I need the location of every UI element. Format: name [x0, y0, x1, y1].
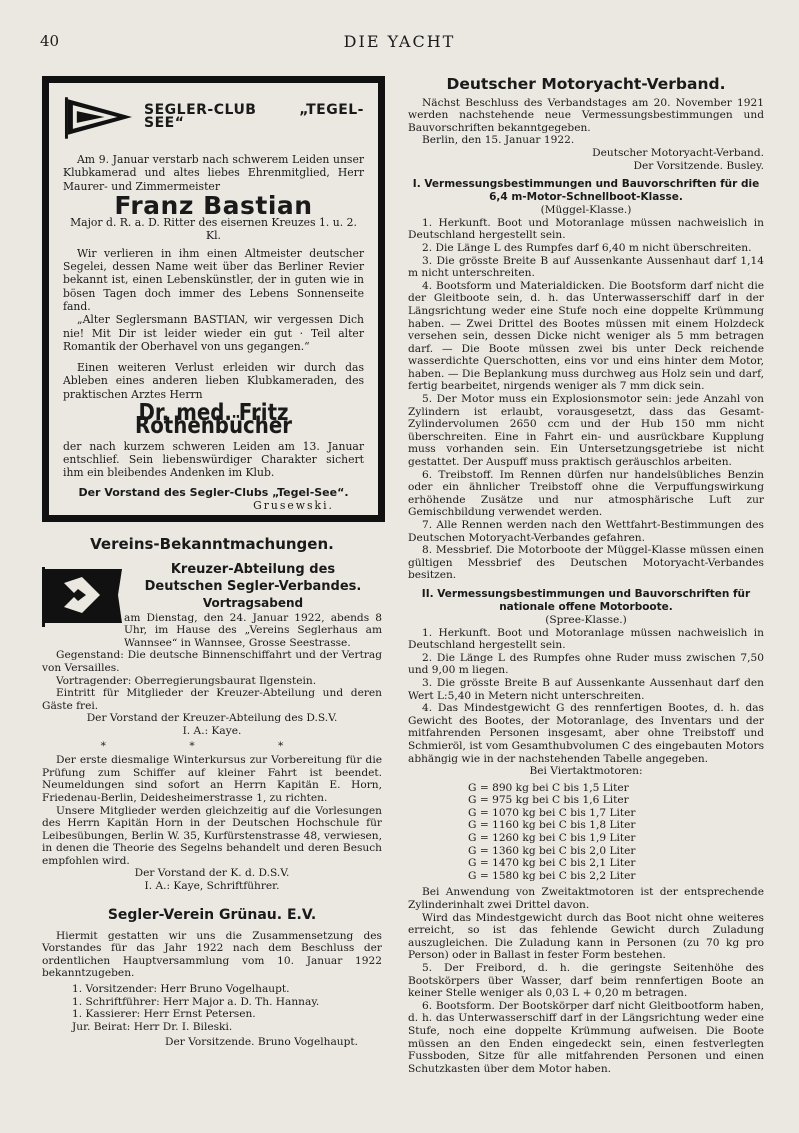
vortrag-text: am Dienstag, den 24. Januar 1922, abends 8 Uhr, im Hause des „Vereins Seglerhaus am Wannsee“ in Wannsee, Grosse Seestrasse. [124, 611, 382, 649]
vortrag-text: Vortragender: Oberregierungsbaurat Ilgenstein. [56, 674, 317, 687]
rule-text: 4. Das Mindestgewicht G des rennfertigen Bootes, d. h. das Gewicht des Bootes, der Motoranlage, des Inventars und der mitfahrenden Personen insgesamt, aber ohne Treibstoff und Schmieröl, ist vom Gesamthubvolumen C des eingebauten Motors abhängig wie in der nachstehenden Tabelle angegeben. [408, 702, 764, 765]
table-row: G = 1360 kg bei C bis 2,0 Liter [468, 844, 636, 857]
table-heading: Bei Viertaktmotoren: [529, 765, 643, 778]
rule-text: 5. Der Motor muss ein Explosionsmotor sein: jede Anzahl von Zylindern ist erlaubt, vorausgesetzt, dass das Gesamt-Zylindervolumen 2650 ccm und der Hub 150 mm nicht überschreiten. Eine in Fahrt ein- und ausrückbare Kupplung muss vorhanden sein. Ein Untersetzungsgetriebe ist nicht gestattet. Der Auspuff muss praktisch geräuschlos arbeiten. [408, 393, 764, 469]
page-number: 40 [40, 32, 60, 50]
section-2-subtitle: (Spree-Klasse.) [545, 613, 627, 626]
motoryacht-date: Berlin, den 15. Januar 1922. [422, 134, 575, 147]
section-1-subtitle: (Müggel-Klasse.) [540, 204, 632, 217]
obituary-text: Einen weiteren Verlust erleiden wir durch das Ableben eines anderen lieben Klubkameraden, des praktischen Arztes Herrn [63, 361, 364, 401]
table-row: G = 1260 kg bei C bis 1,9 Liter [468, 832, 636, 845]
kreuzer-header [42, 561, 382, 650]
club-pennant-icon [63, 95, 134, 139]
gruenau-member: 1. Schriftführer: Herr Major a. D. Th. Hannay. [72, 995, 320, 1008]
gruenau-text: Hiermit gestatten wir uns die Zusammensetzung des Vorstandes für das Jahr 1922 nach dem Beschluss der ordentlichen Hauptversammlung vom 10. Januar 1922 bekanntzugeben. [42, 929, 382, 980]
obituary-signature: Der Vorstand des Segler-Clubs „Tegel-See“. [78, 485, 349, 499]
rule-text: 7. Alle Rennen werden nach den Wettfahrt-Bestimmungen des Deutschen Motoryacht-Verbandes gefahren. [408, 519, 764, 544]
deceased-name-2: Dr. med. Fritz Rothenbücher [134, 400, 293, 440]
gruenau-member: 1. Vorsitzender: Herr Bruno Vogelhaupt. [72, 983, 290, 996]
deceased-rank: Major d. R. a. D. Ritter des eisernen Kreuzes 1. u. 2. Kl. [70, 216, 357, 243]
table-row: G = 1160 kg bei C bis 1,8 Liter [468, 819, 636, 832]
obituary-box [42, 76, 385, 522]
motoryacht-signature: Deutscher Motoryacht-Verband. [592, 146, 764, 159]
obituary-header [63, 91, 364, 143]
table-row: G = 975 kg bei C bis 1,6 Liter [468, 794, 629, 807]
motoryacht-section [408, 75, 764, 1075]
rule-text: 2. Die Länge L des Rumpfes ohne Ruder muss zwischen 7,50 und 9,00 m liegen. [408, 651, 764, 677]
obituary-text: der nach kurzem schweren Leiden am 13. Januar entschlief. Sein liebenswürdiger Charakter sichert ihm ein bleibendes Andenken im Klub. [63, 439, 364, 480]
club-name: SEGLER-CLUB „TEGEL-SEE“ [144, 101, 364, 131]
motoryacht-intro: Nächst Beschluss des Verbandstages am 20. November 1921 werden nachstehende neue Vermessungsbestimmungen und Bauvorschriften bekanntgegeben. [408, 96, 764, 134]
rule-text: 8. Messbrief. Die Motorboote der Müggel-Klasse müssen einen gültigen Messbrief des Deutschen Motoryacht-Verbandes besitzen. [408, 544, 764, 582]
rule-text: 6. Treibstoff. Im Rennen dürfen nur handelsübliches Benzin oder ein ähnlicher Treibstoff ohne die Verpuffungswirkung erhöhende Zusätze und nur atmosphärische Luft zur Gemischbildung verwendet werden. [408, 468, 764, 519]
obituary-quote: „Alter Seglersmann BASTIAN, wir vergessen Dich nie! Mit Dir ist leider wieder ein gut · Teil alter Romantik der Oberhavel von uns gegangen.“ [63, 313, 364, 353]
section-stars: * * * [100, 739, 324, 752]
rule-text: Bei Anwendung von Zweitaktmotoren ist der entsprechende Zylinderinhalt zwei Drittel davon. [408, 886, 764, 912]
kurs-signature: Der Vorstand der K. d. D.S.V. [134, 867, 290, 880]
motoryacht-title: Deutscher Motoryacht-Verband. [446, 75, 726, 93]
rule-text: 4. Bootsform und Materialdicken. Die Bootsform darf nicht die der Gleitboote sein, d. h. das Unterwasserschiff darf in der Längsrichtung weder eine Stufe noch eine doppelte Krümmung haben. — Zwei Drittel des Bootes müssen mit einem Holzdeck versehen sein, dessen Dicke nicht weniger als 5 mm betragen darf. — Die Boote müssen zwei bis unter Deck reichende wasserdichte Querschotten, eins vor und eins hinter dem Motor, haben. — Die Beplankung muss durchweg aus Holz sein und darf, fertig bearbeitet, nirgends weniger als 7 mm dick sein. [408, 279, 764, 393]
rule-text: 5. Der Freibord, d. h. die geringste Seitenhöhe des Bootskörpers über Wasser, darf beim rennfertigen Boote an keiner Stelle weniger als 0,03 L + 0,20 m betragen. [408, 962, 764, 1000]
rule-text: 3. Die grösste Breite B auf Aussenkante Aussenhaut darf 1,14 m nicht unterschreiten. [408, 254, 764, 280]
rule-text: Wird das Mindestgewicht durch das Boot nicht ohne weiteres erreicht, so ist das fehlende Gewicht durch Zuladung auszugleichen. Die Zuladung kann in Personen (zu 70 kg pro Person) oder in Ballast in fester Form bestehen. [408, 911, 764, 962]
kurs-signer: I. A.: Kaye, Schriftführer. [144, 880, 280, 893]
gruenau-member: 1. Kassierer: Herr Ernst Petersen. [72, 1008, 256, 1021]
vereins-heading: Vereins-Bekanntmachungen. [90, 535, 334, 553]
deceased-name-1: Franz Bastian [114, 190, 313, 220]
vortrag-signer: I. A.: Kaye. [182, 724, 242, 737]
kreuzer-flag-icon [42, 565, 124, 627]
running-head: DIE YACHT [343, 32, 456, 51]
section-2-title: II. Vermessungsbestimmungen und Bauvorschriften für nationale offene Motorboote. [421, 587, 751, 613]
table-row: G = 1580 kg bei C bis 2,2 Liter [468, 869, 636, 882]
rule-text: 3. Die grösste Breite B auf Aussenkante Aussenhaut darf den Wert L:5,40 in Metern nicht unterschreiten. [408, 676, 764, 702]
table-row: G = 890 kg bei C bis 1,5 Liter [468, 781, 629, 794]
table-row: G = 1070 kg bei C bis 1,7 Liter [468, 806, 636, 819]
kurs-text: Der erste diesmalige Winterkursus zur Vorbereitung für die Prüfung zum Schiffer auf kleiner Fahrt ist beendet. Neumeldungen sind sofort an Herrn Kapitän E. Horn, Friedenau-Berlin, Deidesheimerstrasse 1, zu richten. [42, 754, 382, 804]
motoryacht-signer: Der Vorsitzende. Busley. [633, 159, 764, 172]
vortrag-title: Vortragsabend [202, 595, 304, 610]
gruenau-member: Jur. Beirat: Herr Dr. I. Bileski. [72, 1020, 233, 1033]
gruenau-title: Segler-Verein Grünau. E.V. [107, 906, 317, 923]
kurs-text: Unsere Mitglieder werden gleichzeitig auf die Vorlesungen des Herrn Kapitän Horn in der Deutschen Hochschule für Leibesübungen, Berlin W. 35, Kurfürstenstrasse 48, verwiesen, in denen die Theorie des Segelns behandelt und deren Besuch empfohlen wird. [42, 804, 382, 867]
rule-text: 2. Die Länge L des Rumpfes darf 6,40 m nicht überschreiten. [422, 241, 752, 254]
section-1-title: I. Vermessungsbestimmungen und Bauvorschriften für die 6,4 m-Motor-Schnellboot-Klasse. [412, 178, 760, 204]
vortrag-text: Gegenstand: Die deutsche Binnenschiffahrt und der Vertrag von Versailles. [42, 649, 382, 674]
vortrag-text: Eintritt für Mitglieder der Kreuzer-Abteilung und deren Gäste frei. [42, 687, 382, 712]
gruenau-signature: Der Vorsitzende. Bruno Vogelhaupt. [165, 1036, 358, 1049]
kreuzer-title: Kreuzer-Abteilung des [170, 561, 336, 577]
vortrag-signature: Der Vorstand der Kreuzer-Abteilung des D.S.V. [86, 712, 338, 725]
rule-text: 1. Herkunft. Boot und Motoranlage müssen nachweislich in Deutschland hergestellt sein. [408, 626, 764, 652]
rule-text: 6. Bootsform. Der Bootskörper darf nicht Gleitbootform haben, d. h. das Unterwasserschiff darf in der Längsrichtung weder eine Stufe, noch eine doppelte Krümmung aufweisen. Die Boote müssen an den Enden eingedeckt sein, einen festverlegten Fussboden, Sitze für alle mitfahrenden Personen und einen Schutzkasten über dem Motor haben. [408, 999, 764, 1075]
obituary-signer: Grusewski. [253, 498, 334, 512]
rule-text: 1. Herkunft. Boot und Motoranlage müssen nachweislich in Deutschland hergestellt sein. [408, 216, 764, 242]
vereins-section [42, 535, 382, 1049]
obituary-text: Wir verlieren in ihm einen Altmeister deutscher Segelei, dessen Name weit über das Berliner Revier bekannt ist, einen Lebenskünstler, der in guten wie in bösen Tagen doch immer des Lebens Sonnenseite fand. [63, 246, 364, 313]
table-row: G = 1470 kg bei C bis 2,1 Liter [468, 857, 636, 870]
weight-table [468, 782, 764, 883]
kreuzer-title: Deutschen Segler-Verbandes. [144, 578, 362, 594]
obituary-text: Am 9. Januar verstarb nach schwerem Leiden unser Klubkamerad und altes liebes Ehrenmitglied, Herr Maurer- und Zimmermeister [63, 153, 364, 193]
